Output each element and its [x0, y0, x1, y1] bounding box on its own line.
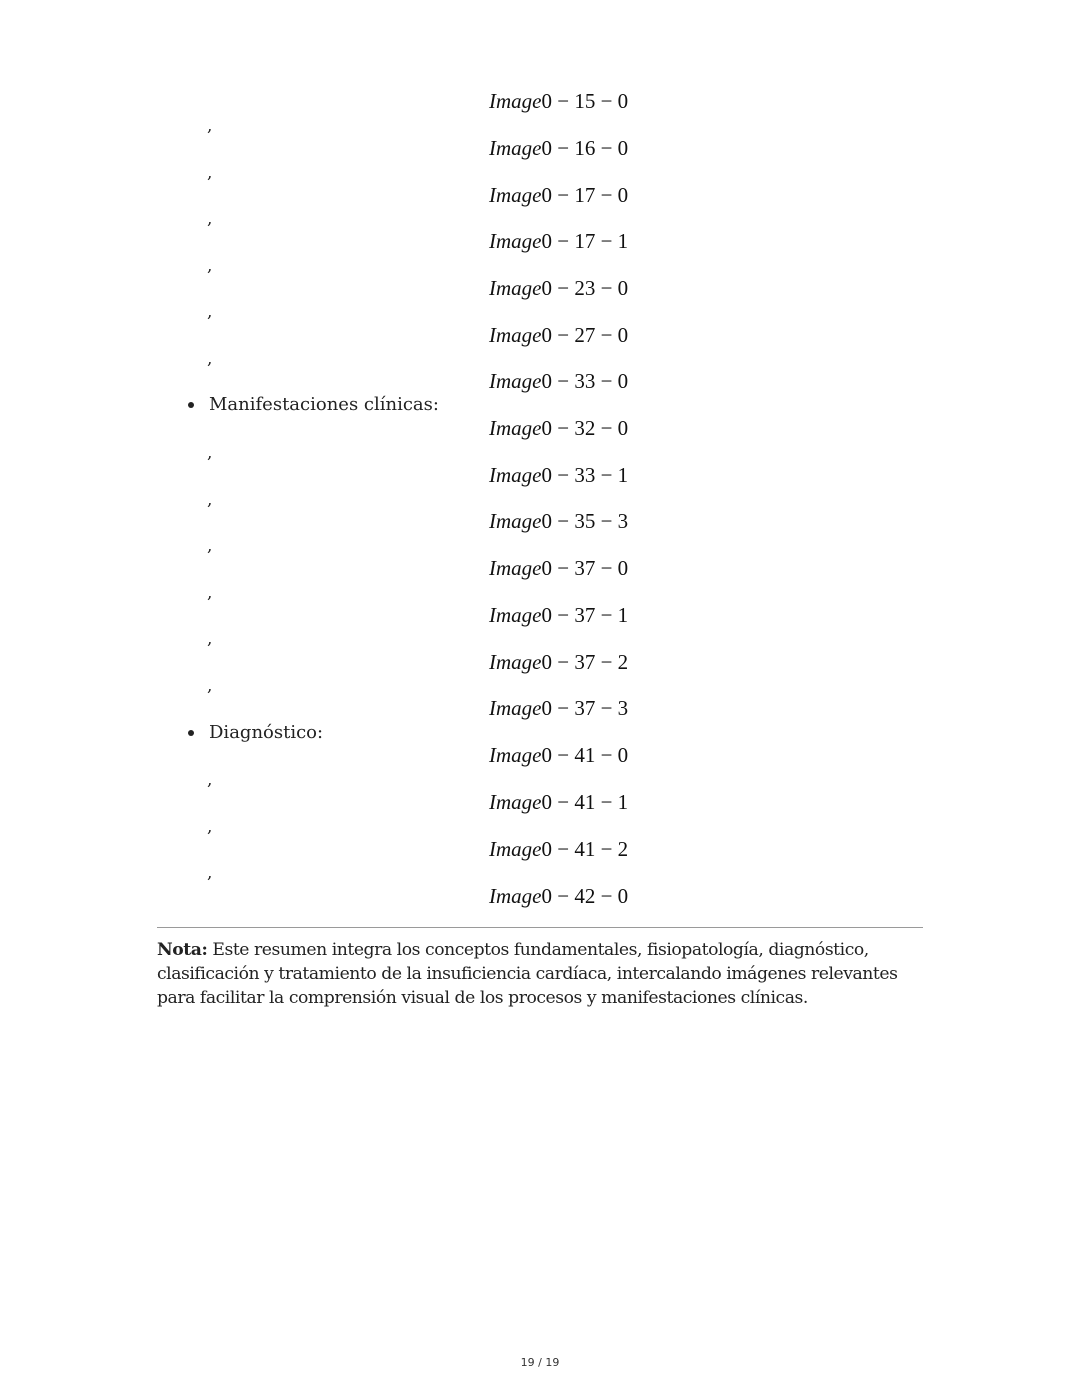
- page-number: 19 / 19: [520, 1356, 560, 1369]
- list-item-manifestaciones: [188, 394, 439, 415]
- list-item-label: Diagnóstico:: [209, 722, 324, 743]
- separator-comma: ,: [207, 490, 213, 510]
- separator-comma: ,: [207, 863, 213, 883]
- image-placeholder: Image0 − 37 − 2: [489, 650, 629, 674]
- separator-comma: ,: [207, 209, 213, 229]
- separator-comma: ,: [207, 817, 213, 837]
- list-item-label: Manifestaciones clínicas:: [209, 394, 439, 415]
- horizontal-divider: [157, 927, 923, 928]
- image-placeholder: Image0 − 33 − 0: [489, 369, 629, 393]
- image-placeholder: Image0 − 27 − 0: [489, 323, 629, 347]
- separator-comma: ,: [207, 770, 213, 790]
- image-placeholder: Image0 − 41 − 2: [489, 837, 629, 861]
- separator-comma: ,: [207, 256, 213, 276]
- image-placeholder: Image0 − 37 − 1: [489, 603, 629, 627]
- image-placeholder: Image0 − 17 − 1: [489, 229, 629, 253]
- image-placeholder: Image0 − 17 − 0: [489, 183, 629, 207]
- image-placeholder: Image0 − 35 − 3: [489, 509, 629, 533]
- separator-comma: ,: [207, 583, 213, 603]
- separator-comma: ,: [207, 443, 213, 463]
- separator-comma: ,: [207, 629, 213, 649]
- note-label: Nota:: [157, 940, 208, 960]
- bullet-icon: [188, 402, 194, 408]
- separator-comma: ,: [207, 116, 213, 136]
- note-paragraph: [157, 938, 927, 1010]
- list-item-diagnostico: [188, 722, 323, 743]
- separator-comma: ,: [207, 302, 213, 322]
- separator-comma: ,: [207, 536, 213, 556]
- image-placeholder: Image0 − 32 − 0: [489, 416, 629, 440]
- image-placeholder: Image0 − 41 − 1: [489, 790, 629, 814]
- image-placeholder: Image0 − 23 − 0: [489, 276, 629, 300]
- separator-comma: ,: [207, 676, 213, 696]
- image-placeholder: Image0 − 15 − 0: [489, 89, 629, 113]
- image-placeholder: Image0 − 41 − 0: [489, 743, 629, 767]
- image-placeholder: Image0 − 33 − 1: [489, 463, 629, 487]
- separator-comma: ,: [207, 349, 213, 369]
- image-placeholder: Image0 − 42 − 0: [489, 884, 629, 908]
- separator-comma: ,: [207, 163, 213, 183]
- image-placeholder: Image0 − 37 − 0: [489, 556, 629, 580]
- bullet-icon: [188, 730, 194, 736]
- image-placeholder: Image0 − 16 − 0: [489, 136, 629, 160]
- note-text: Este resumen integra los conceptos fundamentales, fisiopatología, diagnóstico, clasificación y tratamiento de la insuficiencia cardíaca, intercalando imágenes relevantes para facilitar la comprensión visual de los procesos y manifestaciones clínicas.: [157, 940, 898, 1008]
- image-placeholder: Image0 − 37 − 3: [489, 696, 629, 720]
